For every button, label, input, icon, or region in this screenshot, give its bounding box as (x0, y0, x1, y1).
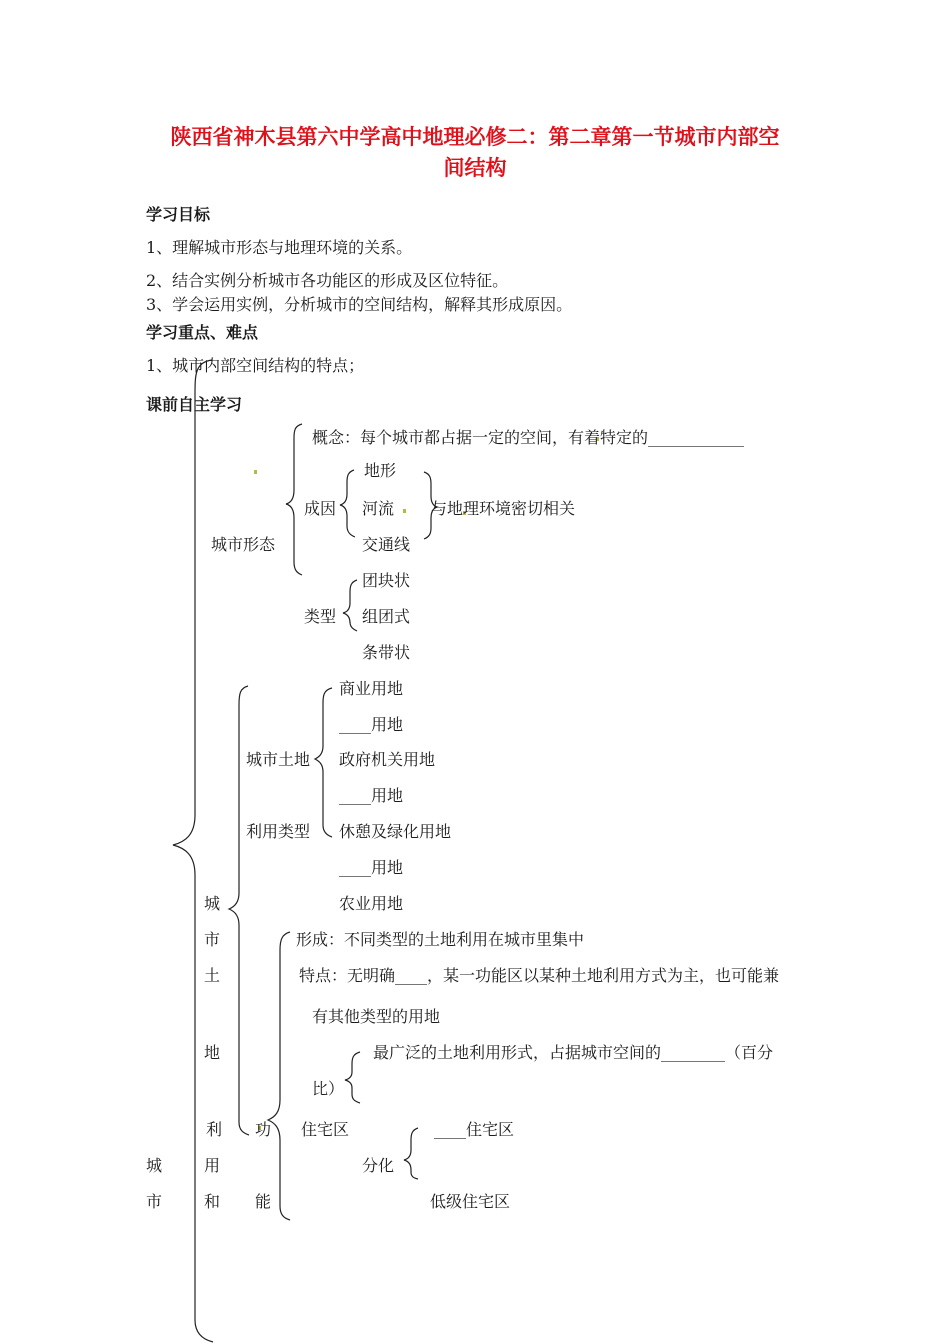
land-use-item: 休憩及绿化用地 (339, 822, 452, 841)
land-use-brace (315, 688, 332, 837)
concept-text: 概念：每个城市都占据一定的空间，有着特定的____________ (312, 428, 745, 447)
vertical-city-char: 市 (146, 1192, 163, 1211)
vertical-land-char: 地 (204, 1043, 221, 1062)
key-point-item-1: 1、城市内部空间结构的特点； (146, 356, 365, 375)
objective-item-2: 2、结合实例分析城市各功能区的形成及区位特征。 (146, 271, 509, 290)
type-cluster: 团块状 (362, 571, 411, 590)
division-high: ____住宅区 (434, 1120, 515, 1139)
cause-river: 河流 (362, 499, 395, 518)
division-brace (404, 1128, 418, 1179)
division-label: 分化 (362, 1156, 395, 1175)
residential-label: 住宅区 (301, 1120, 350, 1139)
type-label: 类型 (304, 607, 337, 626)
land-use-item: ____用地 (339, 715, 404, 734)
land-use-item: 商业用地 (339, 679, 404, 698)
cause-label: 成因 (304, 499, 337, 518)
function-feature-2: 有其他类型的用地 (312, 1007, 441, 1026)
vertical-func-char: 能 (255, 1192, 272, 1211)
preview-heading: 课前自主学习 (146, 395, 243, 414)
urban-form-label: 城市形态 (211, 535, 276, 554)
residential-desc-2: 比） (312, 1079, 345, 1098)
vertical-land-char: 城 (204, 894, 221, 913)
cause-result: 与地理环境密切相关 (431, 499, 576, 518)
type-strip: 条带状 (362, 643, 411, 662)
vertical-func-char: 功 (255, 1120, 272, 1139)
objectives-heading: 学习目标 (146, 205, 211, 224)
land-use-label-2: 利用类型 (246, 822, 311, 841)
objective-item-1: 1、理解城市形态与地理环境的关系。 (146, 238, 413, 257)
residential-desc-1: 最广泛的土地利用形式，占据城市空间的________（百分 (373, 1043, 774, 1062)
title-line-1: 陕西省神木县第六中学高中地理必修二：第二章第一节城市内部空 (170, 125, 780, 149)
type-group: 组团式 (362, 607, 411, 626)
vertical-land-char: 利 (206, 1120, 223, 1139)
vertical-land-char: 土 (204, 966, 221, 985)
vertical-land-char: 市 (204, 930, 221, 949)
key-points-heading: 学习重点、难点 (146, 323, 259, 342)
land-use-item: ____用地 (339, 858, 404, 877)
objective-item-3: 3、学会运用实例，分析城市的空间结构，解释其形成原因。 (146, 295, 573, 314)
cause-traffic: 交通线 (362, 535, 411, 554)
vertical-city-char: 城 (146, 1156, 163, 1175)
vertical-land-char: 和 (204, 1192, 221, 1211)
land-use-label-1: 城市土地 (246, 750, 311, 769)
speck-mark (254, 470, 257, 474)
residential-brace (345, 1052, 360, 1103)
land-use-item: ____用地 (339, 786, 404, 805)
land-use-item: 农业用地 (339, 894, 404, 913)
speck-mark (403, 509, 406, 513)
type-brace (343, 580, 357, 631)
title-line-2: 间结构 (443, 156, 507, 180)
cause-terrain: 地形 (364, 461, 397, 480)
vertical-land-char: 用 (204, 1156, 221, 1175)
function-formation: 形成：不同类型的土地利用在城市里集中 (296, 930, 585, 949)
land-use-item: 政府机关用地 (339, 750, 436, 769)
cause-brace (340, 470, 355, 537)
function-feature-1: 特点：无明确____，某一功能区以某种土地利用方式为主，也可能兼 (299, 966, 780, 985)
function-brace (268, 932, 290, 1220)
form-brace (286, 424, 302, 575)
division-low: 低级住宅区 (430, 1192, 511, 1211)
